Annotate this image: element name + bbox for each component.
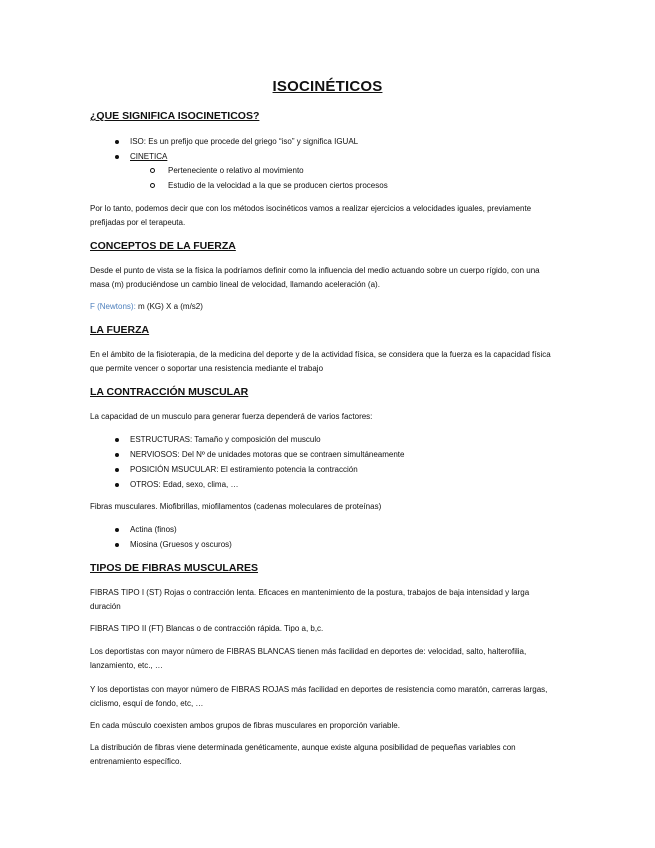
heading-conceptos: CONCEPTOS DE LA FUERZA [90,240,236,252]
formula-label: F (Newtons): [90,302,136,311]
bullet-dot [115,438,119,442]
sub-bullet-circle [150,168,155,173]
paragraph: Fibras musculares. Miofibrillas, miofilamentos (cadenas moleculares de proteínas) [90,502,382,511]
heading-contraccion: LA CONTRACCIÓN MUSCULAR [90,386,249,398]
paragraph: En el ámbito de la fisioterapia, de la medicina del deporte y de la actividad física, se considera que la fuerza es la capacidad física que permite vencer o soportar una resistencia mediante el trabajo [90,350,551,373]
paragraph: La capacidad de un musculo para generar fuerza dependerá de varios factores: [90,412,373,421]
page-title: ISOCINÉTICOS [272,78,383,95]
formula-value: m (KG) X a (m/s2) [138,302,203,311]
sub-list-item: Estudio de la velocidad a la que se producen ciertos procesos [168,181,388,190]
paragraph: FIBRAS TIPO I (ST) Rojas o contracción lenta. Eficaces en mantenimiento de la postura, trabajos de baja intensidad y larga duración [90,588,530,611]
bullet-dot [115,543,119,547]
sub-list-item: Perteneciente o relativo al movimiento [168,166,304,175]
list-item: NERVIOSOS: Del Nº de unidades motoras que se contraen simultáneamente [130,450,405,459]
list-item: OTROS: Edad, sexo, clima, … [130,480,239,489]
bullet-dot [115,528,119,532]
paragraph: FIBRAS TIPO II (FT) Blancas o de contracción rápida. Tipo a, b,c. [90,624,324,633]
bullet-dot [115,468,119,472]
formula-line [90,301,203,313]
paragraph: Por lo tanto, podemos decir que con los métodos isocinéticos vamos a realizar ejercicios a velocidades iguales, previamente prefijadas por el terapeuta. [90,204,532,227]
sub-bullet-circle [150,183,155,188]
bullet-dot [115,483,119,487]
paragraph: En cada músculo coexisten ambos grupos de fibras musculares en proporción variable. [90,721,400,730]
paragraph: Desde el punto de vista se la física la podríamos definir como la influencia del medio actuando sobre un cuerpo rígido, con una masa (m) produciéndose un cambio lineal de velocidad, llamando aceleración (a). [90,266,540,289]
bullet-dot [115,155,119,159]
bullet-dot [115,140,119,144]
paragraph: Y los deportistas con mayor número de FIBRAS ROJAS más facilidad en deportes de resistencia como maratón, carreras largas, ciclismo, esquí de fondo, etc, … [90,685,548,708]
heading-fuerza: LA FUERZA [90,324,150,336]
list-item: POSICIÓN MSUCULAR: El estiramiento potencia la contracción [130,465,358,474]
list-item: ESTRUCTURAS: Tamaño y composición del musculo [130,435,321,444]
paragraph: La distribución de fibras viene determinada genéticamente, aunque existe alguna posibilidad de pequeñas variables con entrenamiento específico. [90,743,516,766]
paragraph: Los deportistas con mayor número de FIBRAS BLANCAS tienen más facilidad en deportes de: velocidad, salto, halterofilia, lanzamiento, etc., … [90,647,527,670]
list-item: Miosina (Gruesos y oscuros) [130,540,232,549]
list-item: CINETICA [130,152,168,161]
heading-tipos: TIPOS DE FIBRAS MUSCULARES [90,562,259,574]
heading-significado: ¿QUE SIGNIFICA ISOCINETICOS? [90,110,260,122]
list-item: ISO: Es un prefijo que procede del griego “iso” y significa IGUAL [130,137,359,146]
bullet-dot [115,453,119,457]
list-item: Actina (finos) [130,525,177,534]
